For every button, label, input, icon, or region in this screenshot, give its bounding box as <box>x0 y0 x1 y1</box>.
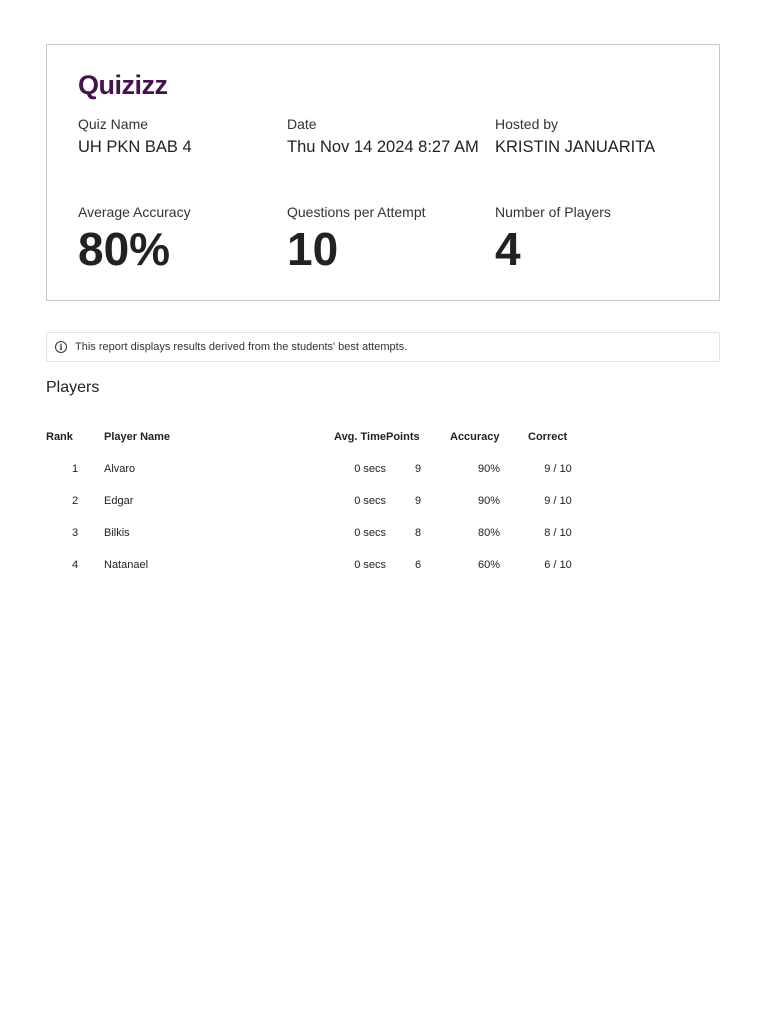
accuracy-cell: 90% <box>477 495 501 507</box>
accuracy-cell: 60% <box>477 559 501 571</box>
points-cell: 9 <box>414 463 422 475</box>
points-cell: 6 <box>414 559 422 571</box>
rank-cell: 1 <box>71 463 79 475</box>
accuracy-column-header: Accuracy <box>450 431 500 443</box>
avg-time-cell: 0 secs <box>354 463 386 475</box>
points-column-header: Points <box>386 431 420 443</box>
quizizz-logo: Quizizz <box>78 70 168 100</box>
player-name-cell: Alvaro <box>104 463 136 475</box>
players-count-field <box>495 204 611 274</box>
date-value: Thu Nov 14 2024 8:27 AM <box>287 138 479 156</box>
players-count-label: Number of Players <box>495 204 611 220</box>
info-icon: i <box>55 341 67 353</box>
table-row <box>46 549 588 581</box>
host-value: KRISTIN JANUARITA <box>495 138 656 156</box>
name-column-header: Player Name <box>104 431 171 443</box>
player-name-cell: Bilkis <box>104 527 130 539</box>
date-label: Date <box>287 116 317 132</box>
player-name-cell: Edgar <box>104 495 134 507</box>
avg-time-cell: 0 secs <box>354 495 386 507</box>
rank-cell: 4 <box>71 559 79 571</box>
average-accuracy-label: Average Accuracy <box>78 204 191 220</box>
questions-label: Questions per Attempt <box>287 204 426 220</box>
time-column-header: Avg. Time <box>334 431 386 443</box>
table-row <box>46 517 588 549</box>
quiz-name-label: Quiz Name <box>78 116 149 132</box>
best-attempt-notice <box>46 332 720 362</box>
questions-field <box>287 204 426 274</box>
points-cell: 9 <box>414 495 422 507</box>
players-section-title: Players <box>46 379 100 396</box>
host-label: Hosted by <box>495 116 559 132</box>
rank-column-header: Rank <box>46 431 73 443</box>
quiz-name-field <box>78 116 192 157</box>
average-accuracy-field <box>78 204 191 274</box>
table-row <box>46 485 588 517</box>
table-row <box>46 453 588 485</box>
questions-value: 10 <box>287 223 339 275</box>
notice-text: This report displays results derived from the students' best attempts. <box>75 341 408 353</box>
accuracy-cell: 90% <box>477 463 501 475</box>
avg-time-cell: 0 secs <box>354 527 386 539</box>
points-cell: 8 <box>414 527 422 539</box>
correct-column-header: Correct <box>528 431 568 443</box>
accuracy-cell: 80% <box>477 527 501 539</box>
rank-cell: 3 <box>71 527 79 539</box>
average-accuracy-value: 80% <box>78 223 171 275</box>
players-count-value: 4 <box>495 223 521 275</box>
correct-cell: 8 / 10 <box>544 527 572 539</box>
correct-cell: 6 / 10 <box>544 559 572 571</box>
correct-cell: 9 / 10 <box>544 463 572 475</box>
quiz-name-value: UH PKN BAB 4 <box>78 138 192 156</box>
players-table <box>46 421 588 581</box>
avg-time-cell: 0 secs <box>354 559 386 571</box>
summary-card <box>46 44 720 301</box>
player-name-cell: Natanael <box>104 559 149 571</box>
rank-cell: 2 <box>71 495 79 507</box>
correct-cell: 9 / 10 <box>544 495 572 507</box>
date-field <box>287 116 479 157</box>
players-table-header <box>46 421 588 453</box>
host-field <box>495 116 655 157</box>
